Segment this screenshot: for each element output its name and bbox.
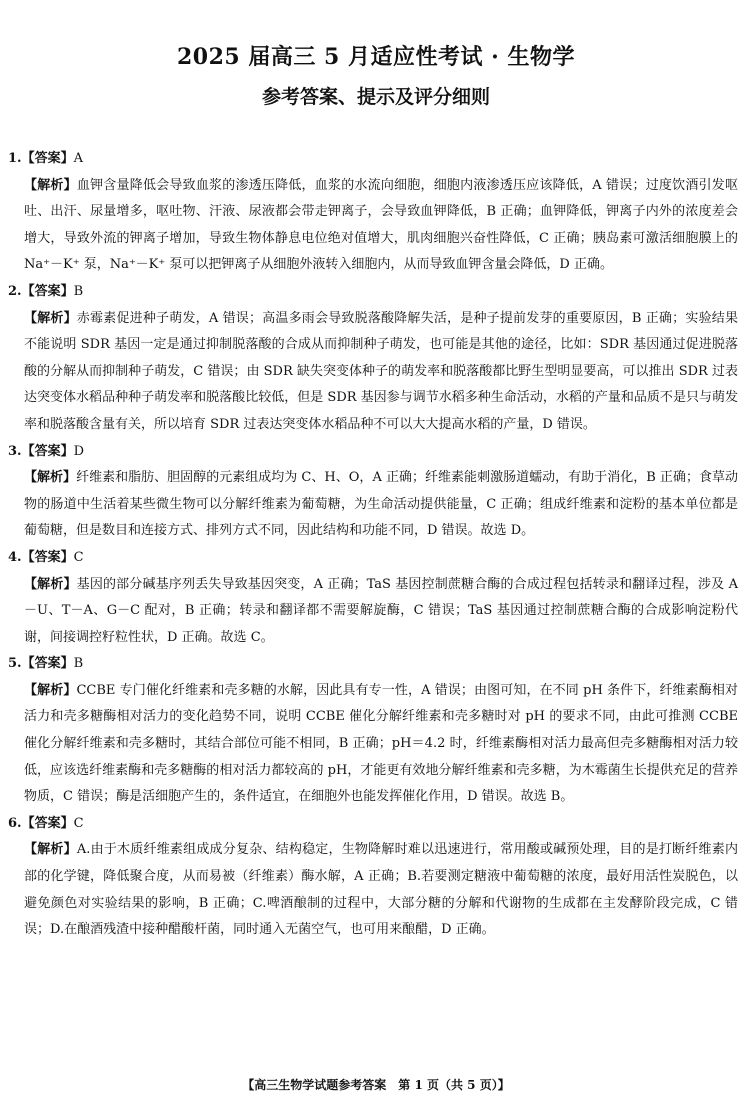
explanation-label: 【解析】 bbox=[24, 310, 77, 326]
explanation-label: 【解析】 bbox=[24, 682, 77, 698]
explanation-text: A.由于木质纤维素组成成分复杂、结构稳定，生物降解时难以迅速进行，常用酸或碱预处理，目的是打断纤维素内部的化学键，降低聚合度，从而易被（纤维素）酶水解，A 正确；B.若要测定糖液中葡萄糖的浓度，最好用活性炭脱色，以避免颜色对实验结果的影响，B 正确；C.啤酒酿制的过程中，大部分糖的分解和代谢物的生成都在主发酵阶段完成，C 错误；D.在酿酒残渣中接种醋酸杆菌，同时通入无菌空气，也可用来酿醋，D 正确。 bbox=[24, 842, 738, 938]
answer-label: 【答案】 bbox=[21, 549, 74, 565]
answer-value: D bbox=[73, 443, 85, 459]
explanation-label: 【解析】 bbox=[24, 842, 77, 858]
explanation-text: CCBE 专门催化纤维素和壳多糖的水解，因此具有专一性，A 错误；由图可知，在不同 pH 条件下，纤维素酶相对活力和壳多糖酶相对活力的变化趋势不同，说明 CCBE 催化分解纤维素和壳多糖时对 pH 的要求不同，由此可推测 CCBE 催化分解纤维素和壳多糖时，其结合部位可能不相同，B 正确；pH＝4.2 时，纤维素酶相对活力最高但壳多糖酶相对活力较低，应该选纤维素酶和壳多糖酶的相对活力都较高的 pH，才能更有效地分解纤维素和壳多糖，为木霉菌生长提供充足的营养物质，C 错误；酶是活细胞产生的，条件适宜，在细胞外也能发挥催化作用，D 错误。故选 B。 bbox=[24, 682, 738, 805]
answer-label: 【答案】 bbox=[21, 283, 74, 299]
question-number: 6. bbox=[8, 815, 22, 831]
question-number: 1. bbox=[8, 151, 22, 166]
explanation-paragraph bbox=[8, 572, 738, 652]
answer-line bbox=[8, 651, 738, 678]
answer-line bbox=[8, 811, 738, 838]
answer-value: B bbox=[73, 656, 84, 672]
answer-line bbox=[8, 545, 738, 572]
explanation-label: 【解析】 bbox=[24, 470, 77, 486]
question-number: 5. bbox=[8, 656, 22, 672]
answer-label: 【答案】 bbox=[21, 815, 74, 831]
explanation-text: 血钾含量降低会导致血浆的渗透压降低，血浆的水流向细胞，细胞内液渗透压应该降低，A 错误；过度饮酒引发呕吐、出汗、尿量增多，呕吐物、汗液、尿液都会带走钾离子，会导致血钾降低，B 正确；血钾降低，钾离子内外的浓度差会增大，导致外流的钾离子增加，导致生物体静息电位绝对值增大，肌肉细胞兴奋性降低，C 正确；胰岛素可激活细胞膜上的 Na⁺－K⁺ 泵，Na⁺－K⁺ 泵可以把钾离子从细胞外液转入细胞内，从而导致血钾含量会降低，D 正确。 bbox=[24, 177, 738, 273]
explanation-paragraph bbox=[8, 465, 738, 545]
explanation-label: 【解析】 bbox=[24, 177, 77, 193]
answer-list bbox=[8, 146, 738, 944]
answer-value: B bbox=[73, 283, 84, 299]
explanation-paragraph bbox=[8, 306, 738, 439]
answer-line bbox=[8, 439, 738, 466]
answer-value: A bbox=[73, 151, 83, 166]
answer-label: 【答案】 bbox=[21, 656, 74, 672]
page-subtitle: 参考答案、提示及评分细则 bbox=[261, 86, 490, 108]
answer-label: 【答案】 bbox=[21, 443, 74, 459]
question-number: 2. bbox=[8, 283, 22, 299]
answer-label: 【答案】 bbox=[21, 151, 74, 166]
question-number: 4. bbox=[8, 549, 22, 565]
explanation-text: 赤霉素促进种子萌发，A 错误；高温多雨会导致脱落酸降解失活，是种子提前发芽的重要原因，B 正确；实验结果不能说明 SDR 基因一定是通过抑制脱落酸的合成从而抑制种子萌发，也可能是其他的途径，比如：SDR 基因通过促进脱落酸的分解从而抑制种子萌发，C 错误；由 SDR 缺失突变体种子的萌发率和脱落酸都比野生型明显要高，可以推出 SDR 过表达突变体水稻品种种子萌发率和脱落酸比较低，但是 SDR 基因参与调节水稻多种生命活动，水稻的产量和品质不是只与萌发率和脱落酸含量有关，所以培育 SDR 过表达突变体水稻品种不可以大大提高水稻的产量，D 错误。 bbox=[24, 310, 738, 432]
explanation-paragraph bbox=[8, 173, 738, 279]
explanation-paragraph bbox=[8, 837, 738, 943]
page-title: 2025 届高三 5 月适应性考试 · 生物学 bbox=[177, 44, 575, 70]
answer-line bbox=[8, 279, 738, 306]
explanation-paragraph bbox=[8, 678, 738, 811]
explanation-label: 【解析】 bbox=[24, 576, 77, 592]
explanation-text: 基因的部分碱基序列丢失导致基因突变，A 正确；TaS 基因控制蔗糖合酶的合成过程包括转录和翻译过程，涉及 A－U、T－A、G－C 配对，B 正确；转录和翻译都不需要解旋酶，C 错误；TaS 基因通过控制蔗糖合酶的合成影响淀粉代谢，间接调控籽粒性状，D 正确。故选 C。 bbox=[24, 576, 738, 645]
answer-value: C bbox=[73, 815, 84, 831]
answer-value: C bbox=[73, 549, 84, 565]
answer-line bbox=[8, 146, 738, 173]
page-footer: 【高三生物学试题参考答案 第 1 页（共 5 页）】 bbox=[242, 1078, 510, 1092]
question-number: 3. bbox=[8, 443, 22, 459]
explanation-text: 纤维素和脂肪、胆固醇的元素组成均为 C、H、O，A 正确；纤维素能刺激肠道蠕动，有助于消化，B 正确；食草动物的肠道中生活着某些微生物可以分解纤维素为葡萄糖，为生命活动提供能量，C 正确；组成纤维素和淀粉的基本单位都是葡萄糖，但是数目和连接方式、排列方式不同，因此结构和功能不同，D 错误。故选 D。 bbox=[24, 470, 738, 539]
